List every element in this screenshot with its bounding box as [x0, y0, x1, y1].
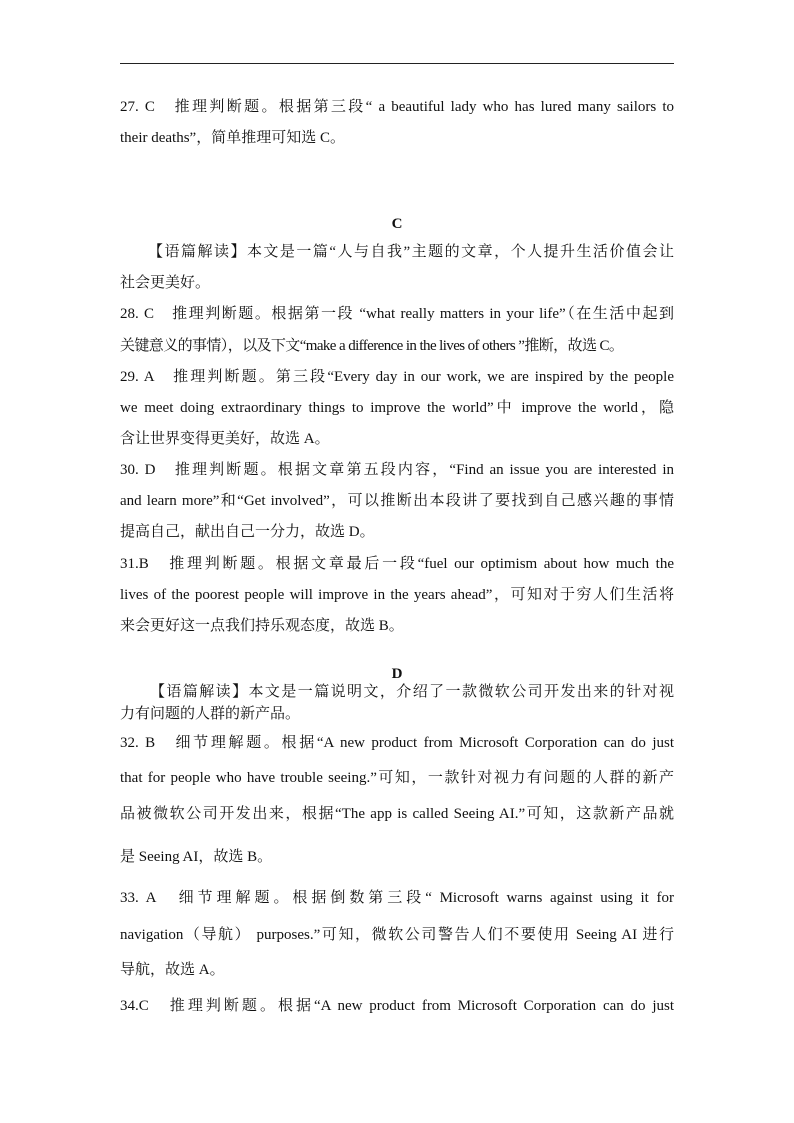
q28-line-2: 关键意义的事情），以及下文“make a difference in the lives of others ”推断，故选 C。: [120, 338, 624, 354]
q30-line-3: 提高自己，献出自己一分力，故选 D。: [120, 524, 375, 540]
d-intro-line-1: 【语篇解读】本文是一篇说明文，介绍了一款微软公司开发出来的针对视: [150, 684, 674, 700]
q30-line-1: 30. D 推理判断题。根据文章第五段内容，“Find an issue you are interested in: [120, 462, 674, 478]
q33-line-1: 33. A 细节理解题。根据倒数第三段“ Microsoft warns against using it for: [120, 890, 674, 906]
q32-line-3: 品被微软公司开发出来，根据“The app is called Seeing AI.”可知，这款新产品就: [120, 806, 674, 822]
q32-line-2: that for people who have trouble seeing.”可知，一款针对视力有问题的人群的新产: [120, 770, 674, 786]
q31-line-1: 31.B 推理判断题。根据文章最后一段“fuel our optimism about how much the: [120, 556, 674, 572]
q30-line-2: and learn more”和“Get involved”，可以推断出本段讲了要找到自己感兴趣的事情: [120, 493, 674, 509]
section-c-heading: C: [391, 216, 403, 232]
q32-line-4: 是 Seeing AI，故选 B。: [120, 849, 273, 865]
q31-line-2: lives of the poorest people will improve in the years ahead”，可知对于穷人们生活将: [120, 587, 674, 603]
q28-line-1: 28. C 推理判断题。根据第一段 “what really matters in your life”（在生活中起到: [120, 306, 674, 322]
q32-line-1: 32. B 细节理解题。根据“A new product from Microsoft Corporation can do just: [120, 735, 674, 751]
q33-line-2: navigation（导航） purposes.”可知，微软公司警告人们不要使用 Seeing AI 进行: [120, 927, 674, 943]
q27-line-2: their deaths”，简单推理可知选 C。: [120, 130, 345, 146]
q29-line-2: we meet doing extraordinary things to improve the world”中 improve the world，隐: [120, 400, 674, 416]
q31-line-3: 来会更好这一点我们持乐观态度，故选 B。: [120, 618, 404, 634]
q34-line-1: 34.C 推理判断题。根据“A new product from Microsoft Corporation can do just: [120, 998, 674, 1014]
d-intro-line-2: 力有问题的人群的新产品。: [120, 706, 301, 722]
q29-line-1: 29. A 推理判断题。第三段“Every day in our work, we are inspired by the people: [120, 369, 674, 385]
q33-line-3: 导航，故选 A。: [120, 962, 225, 978]
q27-line-1: 27. C 推理判断题。根据第三段“ a beautiful lady who has lured many sailors to: [120, 99, 674, 115]
q29-line-3: 含让世界变得更美好，故选 A。: [120, 431, 330, 447]
section-d-heading: D: [391, 666, 403, 682]
c-intro-line-1: 【语篇解读】本文是一篇“人与自我”主题的文章，个人提升生活价值会让: [148, 244, 674, 260]
c-intro-line-2: 社会更美好。: [120, 275, 211, 291]
header-rule: [120, 63, 674, 64]
